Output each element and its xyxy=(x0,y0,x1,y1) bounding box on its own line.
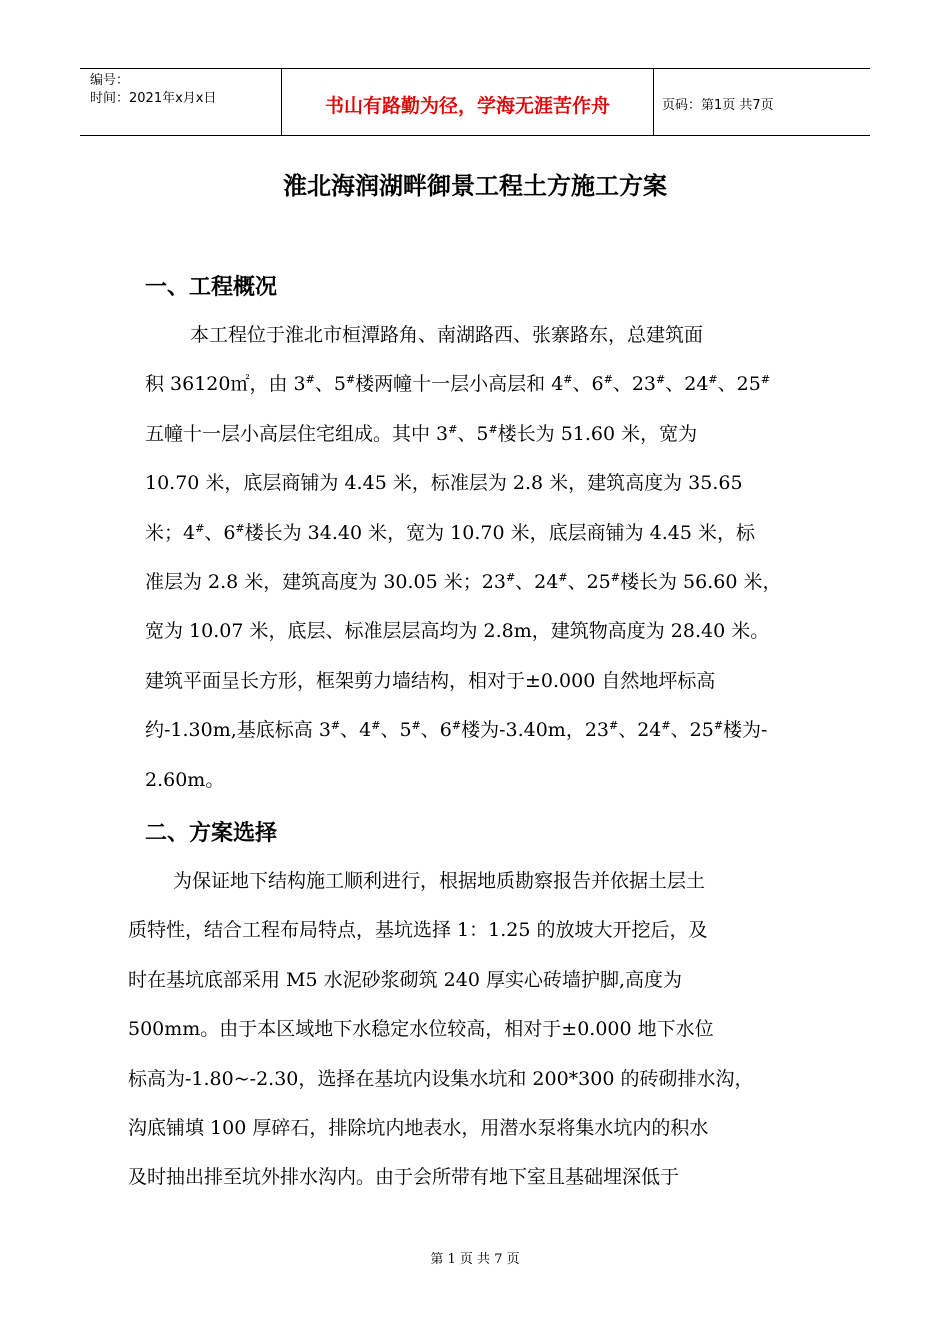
paragraph-line: 为保证地下结构施工顺利进行，根据地质勘察报告并依据土层土 xyxy=(173,870,706,892)
paragraph-line: 积 36120㎡，由 3#、5#楼两幢十一层小高层和 4#、6#、23#、24#、25# xyxy=(145,373,771,396)
number-label: 编号： xyxy=(90,73,130,88)
paragraph-line: 宽为 10.07 米，底层、标准层层高均为 2.8m，建筑物高度为 28.40 米。 xyxy=(145,620,770,643)
paragraph-line: 10.70 米，底层商铺为 4.45 米，标准层为 2.8 米，建筑高度为 35.65 xyxy=(145,472,743,495)
paragraph-line: 约-1.30m,基底标高 3#、4#、5#、6#楼为-3.40m，23#、24#、25#楼为- xyxy=(145,719,768,742)
section-heading-scheme: 二、方案选择 xyxy=(145,821,278,846)
paragraph-line: 2.60m。 xyxy=(145,768,225,791)
header-table xyxy=(80,68,870,136)
paragraph-line: 500mm。由于本区域地下水稳定水位较高，相对于±0.000 地下水位 xyxy=(128,1018,714,1041)
document-title: 淮北海润湖畔御景工程土方施工方案 xyxy=(283,172,667,200)
paragraph-line: 时在基坑底部采用 M5 水泥砂浆砌筑 240 厚实心砖墙护脚,高度为 xyxy=(128,968,683,991)
paragraph-line: 本工程位于淮北市桓潭路角、南湖路西、张寨路东，总建筑面 xyxy=(190,324,704,346)
time-label: 时间：2021年x月x日 xyxy=(90,91,217,106)
section-body-scheme xyxy=(128,857,753,1203)
paragraph-line: 及时抽出排至坑外排水沟内。由于会所带有地下室且基础埋深低于 xyxy=(128,1166,680,1189)
header-meta xyxy=(80,69,281,135)
paragraph-line: 质特性，结合工程布局特点，基坑选择 1：1.25 的放坡大开挖后，及 xyxy=(128,919,708,942)
paragraph-line: 米；4#、6#楼长为 34.40 米，宽为 10.70 米，底层商铺为 4.45 米，标 xyxy=(145,521,755,544)
section-heading-overview: 一、工程概况 xyxy=(145,275,278,300)
header-page-info: 页码：第1页 共7页 xyxy=(662,97,774,113)
paragraph-line: 五幢十一层小高层住宅组成。其中 3#、5#楼长为 51.60 米，宽为 xyxy=(145,422,698,445)
paragraph-line: 准层为 2.8 米，建筑高度为 30.05 米；23#、24#、25#楼长为 56.60 米， xyxy=(145,570,782,593)
section-body-overview xyxy=(145,311,781,805)
paragraph-line: 沟底铺填 100 厚碎石，排除坑内地表水，用潜水泵将集水坑内的积水 xyxy=(128,1116,709,1139)
paragraph-line: 标高为-1.80~-2.30，选择在基坑内设集水坑和 200*300 的砖砌排水沟， xyxy=(128,1067,754,1090)
paragraph-line: 建筑平面呈长方形，框架剪力墙结构，相对于±0.000 自然地坪标高 xyxy=(145,669,716,692)
page-footer: 第 1 页 共 7 页 xyxy=(430,1252,520,1267)
header-motto: 书山有路勤为径，学海无涯苦作舟 xyxy=(281,69,654,135)
